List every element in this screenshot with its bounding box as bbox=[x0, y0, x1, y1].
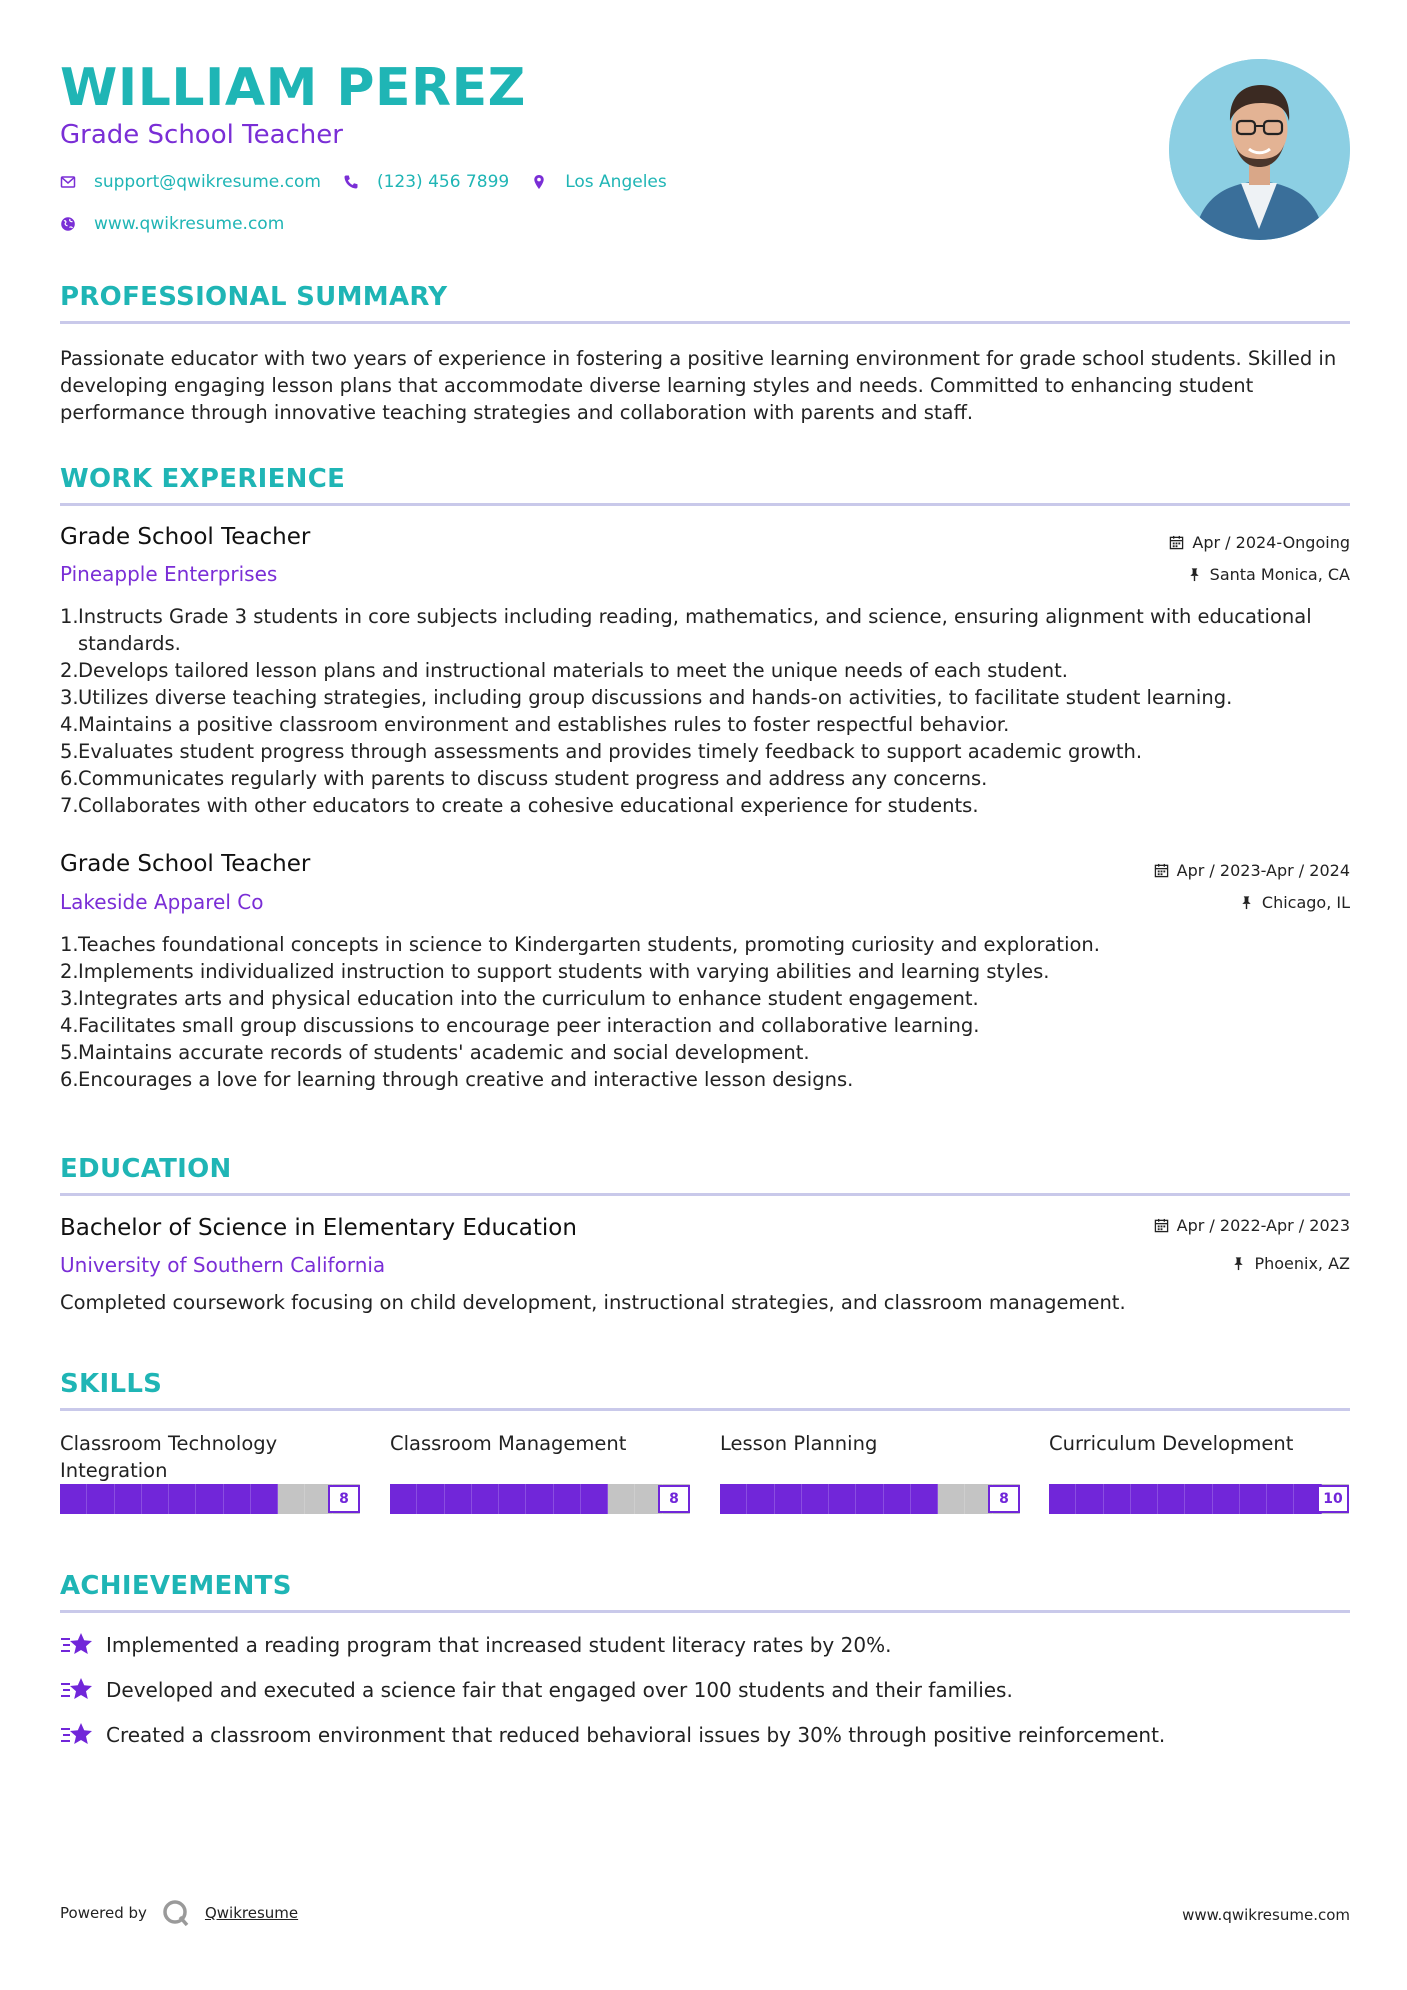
skill-bar-segment bbox=[911, 1484, 938, 1514]
qwikresume-link[interactable]: Qwikresume bbox=[204, 1904, 299, 1922]
skill-item bbox=[390, 1430, 690, 1514]
job-location-text: Santa Monica, CA bbox=[1209, 565, 1350, 584]
avatar-illustration bbox=[1169, 59, 1350, 240]
pushpin-icon bbox=[1187, 567, 1202, 582]
skill-bar-segment bbox=[802, 1484, 829, 1514]
degree-title: Bachelor of Science in Elementary Education bbox=[60, 1215, 577, 1241]
phone-icon bbox=[343, 174, 359, 190]
calendar-icon bbox=[1169, 535, 1184, 550]
section-divider bbox=[60, 1408, 1350, 1411]
skill-bar-segment bbox=[60, 1484, 87, 1514]
education-location bbox=[1231, 1254, 1350, 1273]
skill-bar-segment bbox=[417, 1484, 444, 1514]
list-item: 1. Teaches foundational concepts in science to Kindergarten students, promoting curiosity and exploration. bbox=[60, 933, 1100, 956]
powered-by-text: Powered by bbox=[60, 1904, 147, 1922]
skill-bar-segment bbox=[142, 1484, 169, 1514]
shooting-star-icon bbox=[60, 1720, 94, 1750]
phone-text: (123) 456 7899 bbox=[376, 172, 510, 192]
skill-bar-segment bbox=[856, 1484, 883, 1514]
school-name: University of Southern California bbox=[60, 1253, 386, 1277]
skill-level-bar bbox=[1049, 1484, 1349, 1514]
list-item: 5. Maintains accurate records of students' academic and social development. bbox=[60, 1041, 810, 1064]
job-title-1: Grade School Teacher bbox=[60, 524, 311, 550]
education-description: Completed coursework focusing on child development, instructional strategies, and classroom management. bbox=[60, 1291, 1126, 1314]
education-dates bbox=[1154, 1216, 1350, 1235]
job-bullets-2 bbox=[60, 931, 1350, 1093]
skill-bar-segment bbox=[720, 1484, 747, 1514]
email-text: support@qwikresume.com bbox=[94, 172, 321, 192]
contact-location bbox=[531, 172, 667, 192]
skill-bar-segment bbox=[608, 1484, 635, 1514]
list-item: 6. Communicates regularly with parents to discuss student progress and address any concerns. bbox=[60, 767, 988, 790]
skill-item bbox=[60, 1430, 360, 1514]
skill-name: Lesson Planning bbox=[720, 1432, 878, 1455]
resume-page bbox=[60, 0, 1350, 1990]
list-item: 3. Integrates arts and physical education into the curriculum to enhance student engagement. bbox=[60, 987, 979, 1010]
skill-score-badge: 8 bbox=[328, 1485, 360, 1513]
job-bullets-1 bbox=[60, 603, 1350, 819]
achievement-text: Implemented a reading program that increased student literacy rates by 20%. bbox=[106, 1633, 892, 1657]
contact-website[interactable] bbox=[60, 214, 284, 234]
job-location-1 bbox=[1187, 565, 1350, 584]
skill-bar-segment bbox=[526, 1484, 553, 1514]
skill-bar-segment bbox=[829, 1484, 856, 1514]
skill-bar-segment bbox=[775, 1484, 802, 1514]
summary-text: Passionate educator with two years of experience in fostering a positive learning environment for grade school students. Skilled in developing engaging lesson plans that accommodate diverse learning styles and needs. Committed to enhancing student performance through innovative teaching strategies and collaboration with parents and staff. bbox=[60, 347, 1337, 424]
candidate-name: WILLIAM PEREZ bbox=[60, 58, 526, 118]
skill-bar-segment bbox=[1131, 1484, 1158, 1514]
pushpin-icon bbox=[1231, 1256, 1246, 1271]
skill-bar-segment bbox=[1267, 1484, 1294, 1514]
contact-email[interactable] bbox=[60, 172, 321, 192]
contact-phone[interactable] bbox=[343, 172, 509, 192]
summary-heading: PROFESSIONAL SUMMARY bbox=[60, 282, 448, 312]
skill-bar-segment bbox=[390, 1484, 417, 1514]
job-title-2: Grade School Teacher bbox=[60, 851, 311, 877]
qwikresume-logo-icon bbox=[161, 1898, 191, 1928]
skill-score-badge: 10 bbox=[1317, 1485, 1349, 1513]
skill-bar-segment bbox=[87, 1484, 114, 1514]
achievement-item bbox=[60, 1720, 1165, 1750]
list-item: 5. Evaluates student progress through assessments and provides timely feedback to support academic growth. bbox=[60, 740, 1143, 763]
globe-icon bbox=[60, 216, 76, 232]
job-dates-2 bbox=[1154, 861, 1350, 880]
shooting-star-icon bbox=[60, 1630, 94, 1660]
skill-name: Classroom Technology Integration bbox=[60, 1432, 278, 1482]
skill-level-bar bbox=[720, 1484, 1020, 1514]
list-item: 2. Implements individualized instruction to support students with varying abilities and learning styles. bbox=[60, 960, 1050, 983]
shooting-star-icon bbox=[60, 1675, 94, 1705]
skill-bar-segment bbox=[169, 1484, 196, 1514]
education-heading: EDUCATION bbox=[60, 1154, 232, 1184]
footer-site[interactable]: www.qwikresume.com bbox=[1182, 1906, 1350, 1924]
skill-bar-segment bbox=[445, 1484, 472, 1514]
achievement-item bbox=[60, 1675, 1013, 1705]
list-item: 7. Collaborates with other educators to create a cohesive educational experience for students. bbox=[60, 794, 979, 817]
website-text: www.qwikresume.com bbox=[94, 214, 285, 234]
job-company-1: Pineapple Enterprises bbox=[60, 562, 278, 586]
job-location-text: Chicago, IL bbox=[1261, 893, 1350, 912]
skill-item bbox=[1049, 1430, 1349, 1514]
skill-bar-segment bbox=[884, 1484, 911, 1514]
section-divider bbox=[60, 503, 1350, 506]
calendar-icon bbox=[1154, 1218, 1169, 1233]
mail-icon bbox=[60, 174, 76, 190]
skill-score-badge: 8 bbox=[988, 1485, 1020, 1513]
skill-bar-segment bbox=[196, 1484, 223, 1514]
pushpin-icon bbox=[1239, 895, 1254, 910]
skill-bar-segment bbox=[224, 1484, 251, 1514]
skill-bar-segment bbox=[1049, 1484, 1076, 1514]
location-text: Los Angeles bbox=[565, 172, 667, 192]
skill-bar-segment bbox=[747, 1484, 774, 1514]
map-pin-icon bbox=[531, 174, 547, 190]
achievement-text: Developed and executed a science fair that engaged over 100 students and their families. bbox=[106, 1678, 1013, 1702]
contact-row bbox=[60, 172, 689, 192]
education-dates-text: Apr / 2022-Apr / 2023 bbox=[1176, 1216, 1350, 1235]
skill-bar-segment bbox=[1240, 1484, 1267, 1514]
skill-name: Curriculum Development bbox=[1049, 1432, 1294, 1455]
skill-bar-segment bbox=[278, 1484, 305, 1514]
list-item: 3. Utilizes diverse teaching strategies, including group discussions and hands-on activities, to facilitate student learning. bbox=[60, 686, 1233, 709]
job-dates-text: Apr / 2024-Ongoing bbox=[1192, 533, 1350, 552]
skill-level-bar bbox=[60, 1484, 360, 1514]
job-location-2 bbox=[1239, 893, 1350, 912]
skill-bar-segment bbox=[1158, 1484, 1185, 1514]
skill-bar-segment bbox=[1213, 1484, 1240, 1514]
job-dates-text: Apr / 2023-Apr / 2024 bbox=[1176, 861, 1350, 880]
skill-score-badge: 8 bbox=[658, 1485, 690, 1513]
education-location-text: Phoenix, AZ bbox=[1254, 1254, 1350, 1273]
skills-heading: SKILLS bbox=[60, 1369, 163, 1399]
skill-bar-segment bbox=[938, 1484, 965, 1514]
list-item: 1. Instructs Grade 3 students in core subjects including reading, mathematics, and science, ensuring alignment with educational standards. bbox=[60, 605, 1312, 655]
skill-bar-segment bbox=[115, 1484, 142, 1514]
skill-bar-segment bbox=[1104, 1484, 1131, 1514]
skill-bar-segment bbox=[499, 1484, 526, 1514]
list-item: 4. Facilitates small group discussions to encourage peer interaction and collaborative learning. bbox=[60, 1014, 980, 1037]
calendar-icon bbox=[1154, 863, 1169, 878]
skill-bar-segment bbox=[1185, 1484, 1212, 1514]
list-item: 2. Develops tailored lesson plans and instructional materials to meet the unique needs of each student. bbox=[60, 659, 1068, 682]
experience-heading: WORK EXPERIENCE bbox=[60, 464, 346, 494]
skill-level-bar bbox=[390, 1484, 690, 1514]
profile-photo bbox=[1169, 59, 1350, 240]
achievements-heading: ACHIEVEMENTS bbox=[60, 1571, 292, 1601]
skill-bar-segment bbox=[1076, 1484, 1103, 1514]
skill-bar-segment bbox=[251, 1484, 278, 1514]
list-item: 4. Maintains a positive classroom environment and establishes rules to foster respectful behavior. bbox=[60, 713, 1010, 736]
skill-name: Classroom Management bbox=[390, 1432, 627, 1455]
job-company-2: Lakeside Apparel Co bbox=[60, 890, 264, 914]
section-divider bbox=[60, 1193, 1350, 1196]
list-item: 6. Encourages a love for learning through creative and interactive lesson designs. bbox=[60, 1068, 854, 1091]
section-divider bbox=[60, 321, 1350, 324]
skill-bar-segment bbox=[472, 1484, 499, 1514]
achievement-text: Created a classroom environment that reduced behavioral issues by 30% through positive reinforcement. bbox=[106, 1723, 1166, 1747]
skill-item bbox=[720, 1430, 1020, 1514]
footer-powered bbox=[60, 1898, 298, 1928]
achievement-item bbox=[60, 1630, 891, 1660]
candidate-role: Grade School Teacher bbox=[60, 120, 343, 150]
skill-bar-segment bbox=[581, 1484, 608, 1514]
skill-bar-segment bbox=[554, 1484, 581, 1514]
section-divider bbox=[60, 1610, 1350, 1613]
contact-row-web bbox=[60, 214, 306, 234]
job-dates-1 bbox=[1169, 533, 1350, 552]
